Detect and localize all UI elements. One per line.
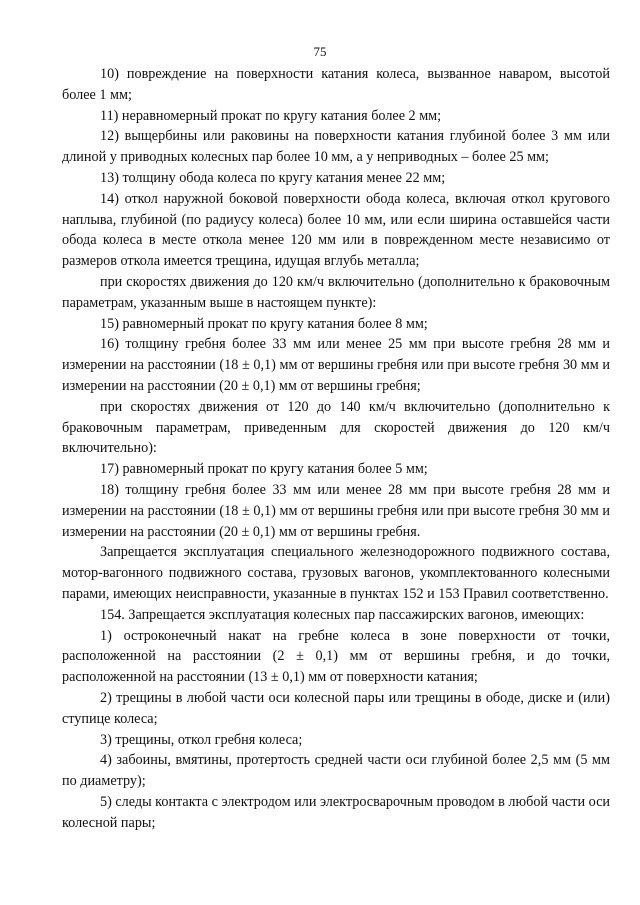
document-body [62,64,610,833]
paragraph: 4) забоины, вмятины, протертость средней части оси глубиной более 2,5 мм (5 мм по диаметру); [62,752,610,790]
paragraph: 18) толщину гребня более 33 мм или менее 28 мм при высоте гребня 28 мм и измерении на расстоянии (18 ± 0,1) мм от вершины гребня или при высоте гребня 30 мм и измерении на расстоянии (20 ± 0,1) мм от вершины гребня. [62,481,610,540]
paragraph: 3) трещины, откол гребня колеса; [100,731,303,748]
paragraph: 15) равномерный прокат по кругу катания более 8 мм; [100,315,428,332]
paragraph: 1) остроконечный накат на гребне колеса в зоне поверхности от точки, расположенной на расстоянии (2 ± 0,1) мм от вершины гребня, и до точки, расположенной на расстоянии (13 ± 0,1) мм от поверхности катания; [62,627,610,686]
paragraph: 13) толщину обода колеса по кругу катания менее 22 мм; [100,169,446,186]
paragraph: при скоростях движения от 120 до 140 км/ч включительно (дополнительно к браковочным параметрам, приведенным для скоростей движения до 120 км/ч включительно): [62,398,610,457]
paragraph: при скоростях движения до 120 км/ч включительно (дополнительно к браковочным параметрам, указанным выше в настоящем пункте): [62,273,610,311]
paragraph: 14) откол наружной боковой поверхности обода колеса, включая откол кругового наплыва, глубиной (по радиусу колеса) более 10 мм, или если ширина оставшейся части обода колеса в месте откола менее 120 мм или в поврежденном месте независимо от размеров откола имеется трещина, идущая вглубь металла; [62,190,610,270]
paragraph: 12) выщербины или раковины на поверхности катания глубиной более 3 мм или длиной у приводных колесных пар более 10 мм, а у неприводных – более 25 мм; [62,128,610,166]
paragraph: 17) равномерный прокат по кругу катания более 5 мм; [100,461,428,478]
page-number: 75 [313,44,327,59]
paragraph: 5) следы контакта с электродом или электросварочным проводом в любой части оси колесной пары; [62,793,610,831]
paragraph: 11) неравномерный прокат по кругу катания более 2 мм; [100,107,442,124]
paragraph: 10) повреждение на поверхности катания колеса, вызванное наваром, высотой более 1 мм; [62,66,610,103]
paragraph: Запрещается эксплуатация специального железнодорожного подвижного состава, мотор-вагонного подвижного состава, грузовых вагонов, укомплектованного колесными парами, имеющих неисправности, указанные в пунктах 152 и 153 Правил соответственно. [62,544,610,602]
paragraph: 16) толщину гребня более 33 мм или менее 25 мм при высоте гребня 28 мм и измерении на расстоянии (18 ± 0,1) мм от вершины гребня или при высоте гребня 30 мм и измерении на расстоянии (20 ± 0,1) мм от вершины гребня; [62,336,610,394]
paragraph: 2) трещины в любой части оси колесной пары или трещины в ободе, диске и (или) ступице колеса; [62,689,610,727]
paragraph: 154. Запрещается эксплуатация колесных пар пассажирских вагонов, имеющих: [100,606,585,623]
